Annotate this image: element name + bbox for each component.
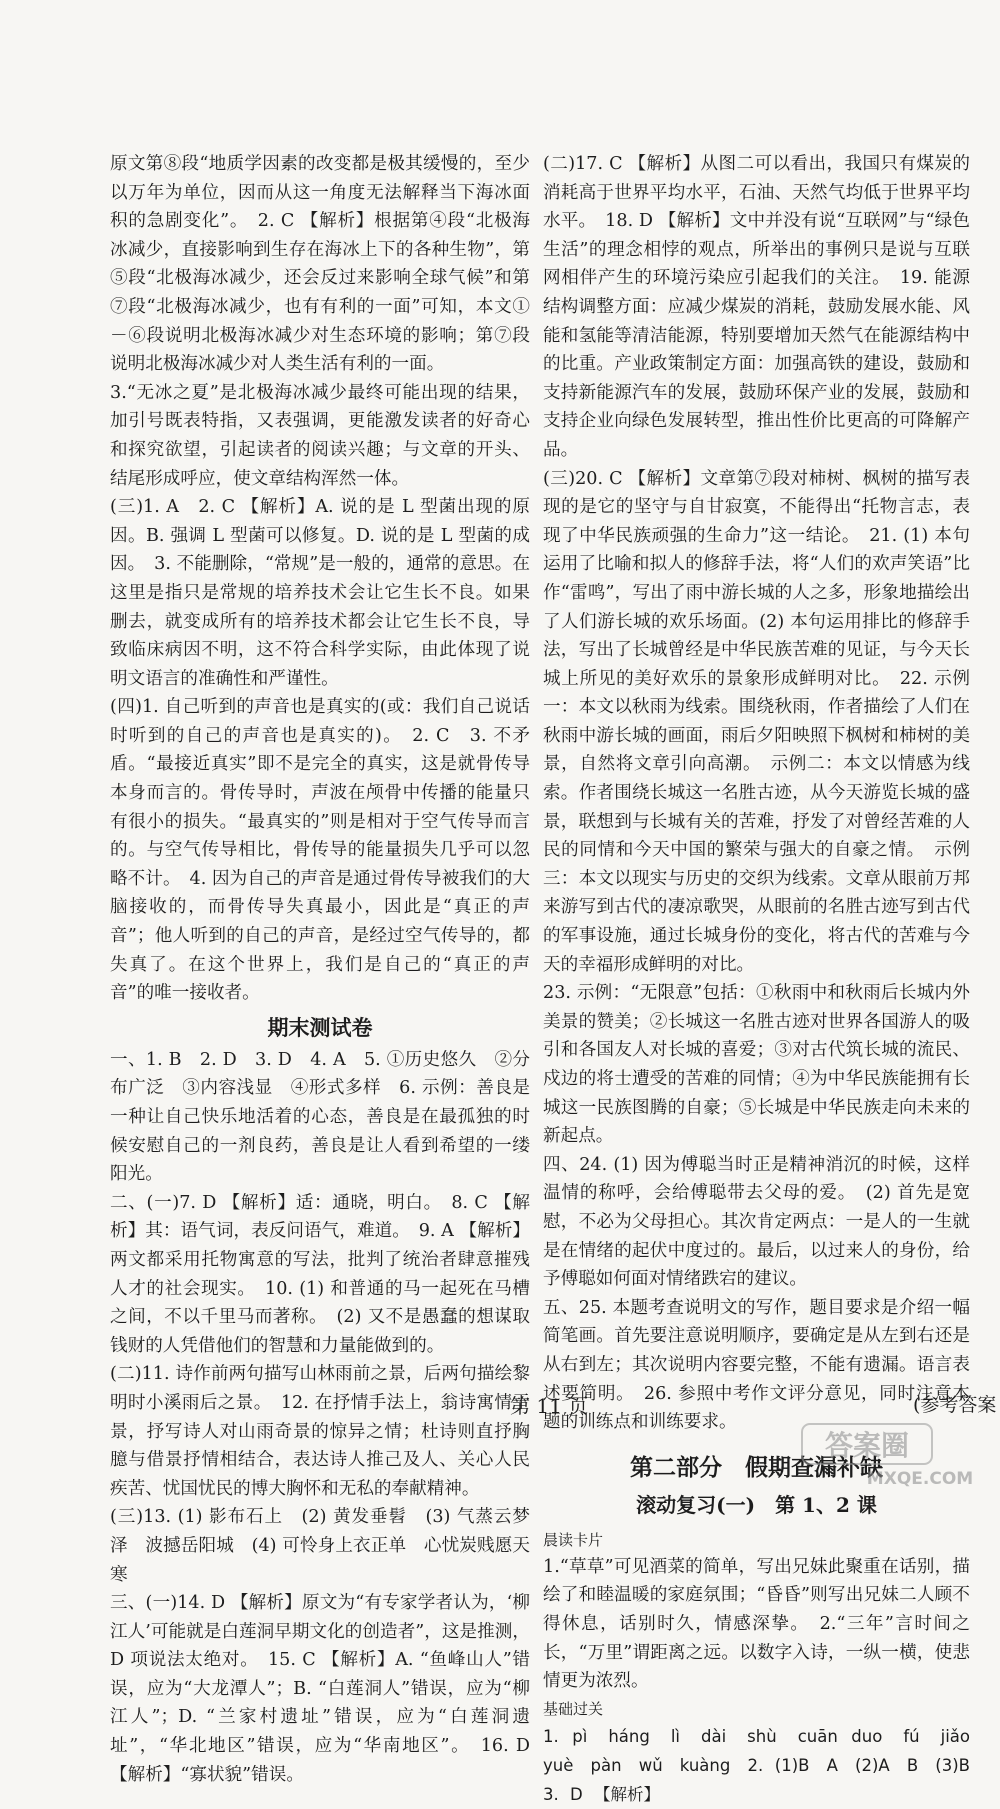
right-column [543,150,987,1809]
page-number: 第 11 页 [510,1394,589,1418]
right-paragraph-3: 23. 示例：“无限意”包括：①秋雨中和秋雨后长城内外美景的赞美；②长城这一名胜古迹对世界各国游人的吸引和各国友人对长城的喜爱；③对古代筑长城的流民、戍边的将士遭受的苦难的同情；④为中华民族能拥有长城这一民族图腾的自豪；⑤长城是中华民族走向未来的新起点。 [543,983,970,1147]
unit-title: 滚动复习(一) 第 1、2 课 [636,1492,877,1517]
footer-note: (参考答案 [913,1394,997,1416]
part-two-title: 第二部分 假期查漏补缺 [630,1453,883,1481]
left-column [110,150,530,1789]
morning-reading-text: 1.“草草”可见酒菜的简单，写出兄妹此聚重在话别，描绘了和睦温暖的家庭氛围；“昏昏”则写出兄妹二人顾不得休息，话别时久，情感深挚。 2.“三年”言时间之长，“万里”谓距离之远。以数字入诗，一纵一横，使悲情更为浓烈。 [543,1556,970,1692]
exam-paragraph-5: 三、(一)14. D 【解析】原文为“有专家学者认为，‘柳江人’可能就是白莲洞早期文化的创造者”，这是推测，D 项说法太绝对。 15. C 【解析】A. “鱼峰山人”错误，应为“大龙潭人”；B. “白莲洞人”错误，应为“柳江人”；D. “兰家村遗址”错误，应为“白莲洞遗址”，“华北地区”错误，应为“华南地区”。 16. D 【解析】“寡状貌”错误。 [110,1593,530,1785]
right-paragraph-4: 四、24. (1) 因为傅聪当时正是精神消沉的时候，这样温情的称呼，会给傅聪带去父母的爱。 (2) 首先是宽慰，不必为父母担心。其次肯定两点：一是人的一生就是在情绪的起伏中度过的。最后，以过来人的身份，给予傅聪如何面对情绪跌宕的建议。 [543,1154,970,1290]
right-paragraph-5: 五、25. 本题考查说明文的写作，题目要求是介绍一幅简笔画。首先要注意说明顺序，要确定是从左到右还是从右到左；其次说明内容要完整，不能有遗漏。语言表述要简明。 26. 参照中考作文评分意见，同时注意本题的训练点和训练要求。 [543,1297,970,1433]
exam-paragraph-1: 一、1. B 2. D 3. D 4. A 5. ①历史悠久 ②分布广泛 ③内容浅显 ④形式多样 6. 示例：善良是一种让自己快乐地活着的心态，善良是在最孤独的时候安慰自己的一剂良药，善良是让人看到希望的一缕阳光。 [110,1049,530,1185]
right-paragraph-1: (二)17. C 【解析】从图二可以看出，我国只有煤炭的消耗高于世界平均水平，石油、天然气均低于世界平均水平。 18. D 【解析】文中并没有说“互联网”与“绿色生活”的理念相悖的观点，所举出的事例只是说与互联网相伴产生的环境污染应引起我们的关注。 19. 能源结构调整方面：应减少煤炭的消耗，鼓励发展水能、风能和氢能等清洁能源，特别要增加天然气在能源结构中的比重。产业政策制定方面：加强高铁的建设，鼓励和支持新能源汽车的发展，鼓励环保产业的发展，鼓励和支持企业向绿色发展转型，推出性价比更高的可降解产品。 [543,154,970,460]
basic-practice-label: 基础过关 [543,1699,604,1718]
left-paragraph-3: (三)1. A 2. C 【解析】A. 说的是 L 型菌出现的原因。B. 强调 L 型菌可以修复。D. 说的是 L 型菌的成因。 3. 不能删除，“常规”是一般的，通常的意思。在这里是指只是常规的培养技术会让它生长不良。如果删去，就变成所有的培养技术都会让它生长不良，导致临床病因不明，这不符合科学实际，由此体现了说明文语言的准确性和严谨性。 [110,497,530,689]
watermark-logo [800,1420,985,1490]
left-paragraph-1: 原文第⑧段“地质学因素的改变都是极其缓慢的，至少以万年为单位，因而从这一角度无法解释当下海冰面积的急剧变化”。 2. C 【解析】根据第④段“北极海冰减少，直接影响到生存在海冰上下的各种生物”，第⑤段“北极海冰减少，还会反过来影响全球气候”和第⑦段“北极海冰减少，也有有利的一面”可知，本文①－⑥段说明北极海冰减少对生态环境的影响；第⑦段说明北极海冰减少对人类生活有利的一面。 [110,154,530,375]
watermark-text: 答案圈 [824,1429,910,1462]
morning-reading-label: 晨读卡片 [543,1530,604,1549]
pinyin-answers: 1. pì háng lì dài shù cuān duo fú jiǎo yuè pàn wǔ kuàng 2. (1)B A (2)A B (3)B 3. D 【解析】 [543,1726,987,1804]
exam-paragraph-3: (二)11. 诗作前两句描写山林雨前之景，后两句描绘黎明时小溪雨后之景。 12. 在抒情手法上，翁诗寓情于景，抒写诗人对山雨奇景的惊异之情；杜诗则直抒胸臆与借景抒情相结合，表达诗人推己及人、关心人民疾苦、忧国忧民的博大胸怀和无私的奉献精神。 [110,1364,530,1499]
exam-section-title: 期末测试卷 [267,1014,373,1040]
right-paragraph-2: (三)20. C 【解析】文章第⑦段对柿树、枫树的描写表现的是它的坚守与自甘寂寞，不能得出“托物言志，表现了中华民族顽强的生命力”这一结论。 21. (1) 本句运用了比喻和拟人的修辞手法，将“人们的欢声笑语”比作“雷鸣”，写出了雨中游长城的人之多，形象地描绘出了人们游长城的欢乐场面。(2) 本句运用排比的修辞手法，写出了长城曾经是中华民族苦难的见证，与今天长城上所见的美好欢乐的景象形成鲜明对比。 22. 示例一：本文以秋雨为线索。围绕秋雨，作者描绘了人们在秋雨中游长城的画面，雨后夕阳映照下枫树和柿树的美景，自然将文章引向高潮。 示例二：本文以情感为线索。作者围绕长城这一名胜古迹，从今天游览长城的盛景，联想到与长城有关的苦难，抒发了对曾经苦难的人民的同情和今天中国的繁荣与强大的自豪之情。 示例三：本文以现实与历史的交织为线索。文章从眼前万邦来游写到古代的凄凉歌哭，从眼前的名胜古迹写到古代的军事设施，通过长城身份的变化，将古代的苦难与今天的幸福形成鲜明的对比。 [543,468,970,975]
exam-paragraph-2: 二、(一)7. D 【解析】适：通晓，明白。 8. C 【解析】其：语气词，表反问语气，难道。 9. A 【解析】两文都采用托物寓意的写法，批判了统治者肆意摧残人才的社会现实。 10. (1) 和普通的马一起死在马槽之间，不以千里马而著称。 (2) 又不是愚蠢的想谋取钱财的人凭借他们的智慧和力量能做到的。 [110,1192,530,1356]
left-paragraph-2: 3.“无冰之夏”是北极海冰减少最终可能出现的结果，加引号既表特指，又表强调，更能激发读者的好奇心和探究欲望，引起读者的阅读兴趣；与文章的开头、结尾形成呼应，使文章结构浑然一体。 [110,382,530,489]
exam-paragraph-4: (三)13. (1) 影布石上 (2) 黄发垂髫 (3) 气蒸云梦泽 波撼岳阳城 (4) 可怜身上衣正单 心忧炭贱愿天寒 [110,1507,530,1585]
watermark-subtext: MXQE.COM [866,1469,974,1489]
watermark-graphic [800,1420,985,1490]
left-paragraph-4: (四)1. 自己听到的声音也是真实的(或：我们自己说话时听到的自己的声音也是真实的)。 2. C 3. 不矛盾。“最接近真实”即不是完全的真实，这是就骨传导本身而言的。骨传导时，声波在颅骨中传播的能量只有很小的损失。“最真实的”则是相对于空气传导而言的。与空气传导相比，骨传导的能量损失几乎可以忽略不计。 4. 因为自己的声音是通过骨传导被我们的大脑接收的，而骨传导失真最小，因此是“真正的声音”；他人听到的自己的声音，是经过空气传导的，都失真了。在这个世界上，我们是自己的“真正的声音”的唯一接收者。 [110,697,530,1004]
